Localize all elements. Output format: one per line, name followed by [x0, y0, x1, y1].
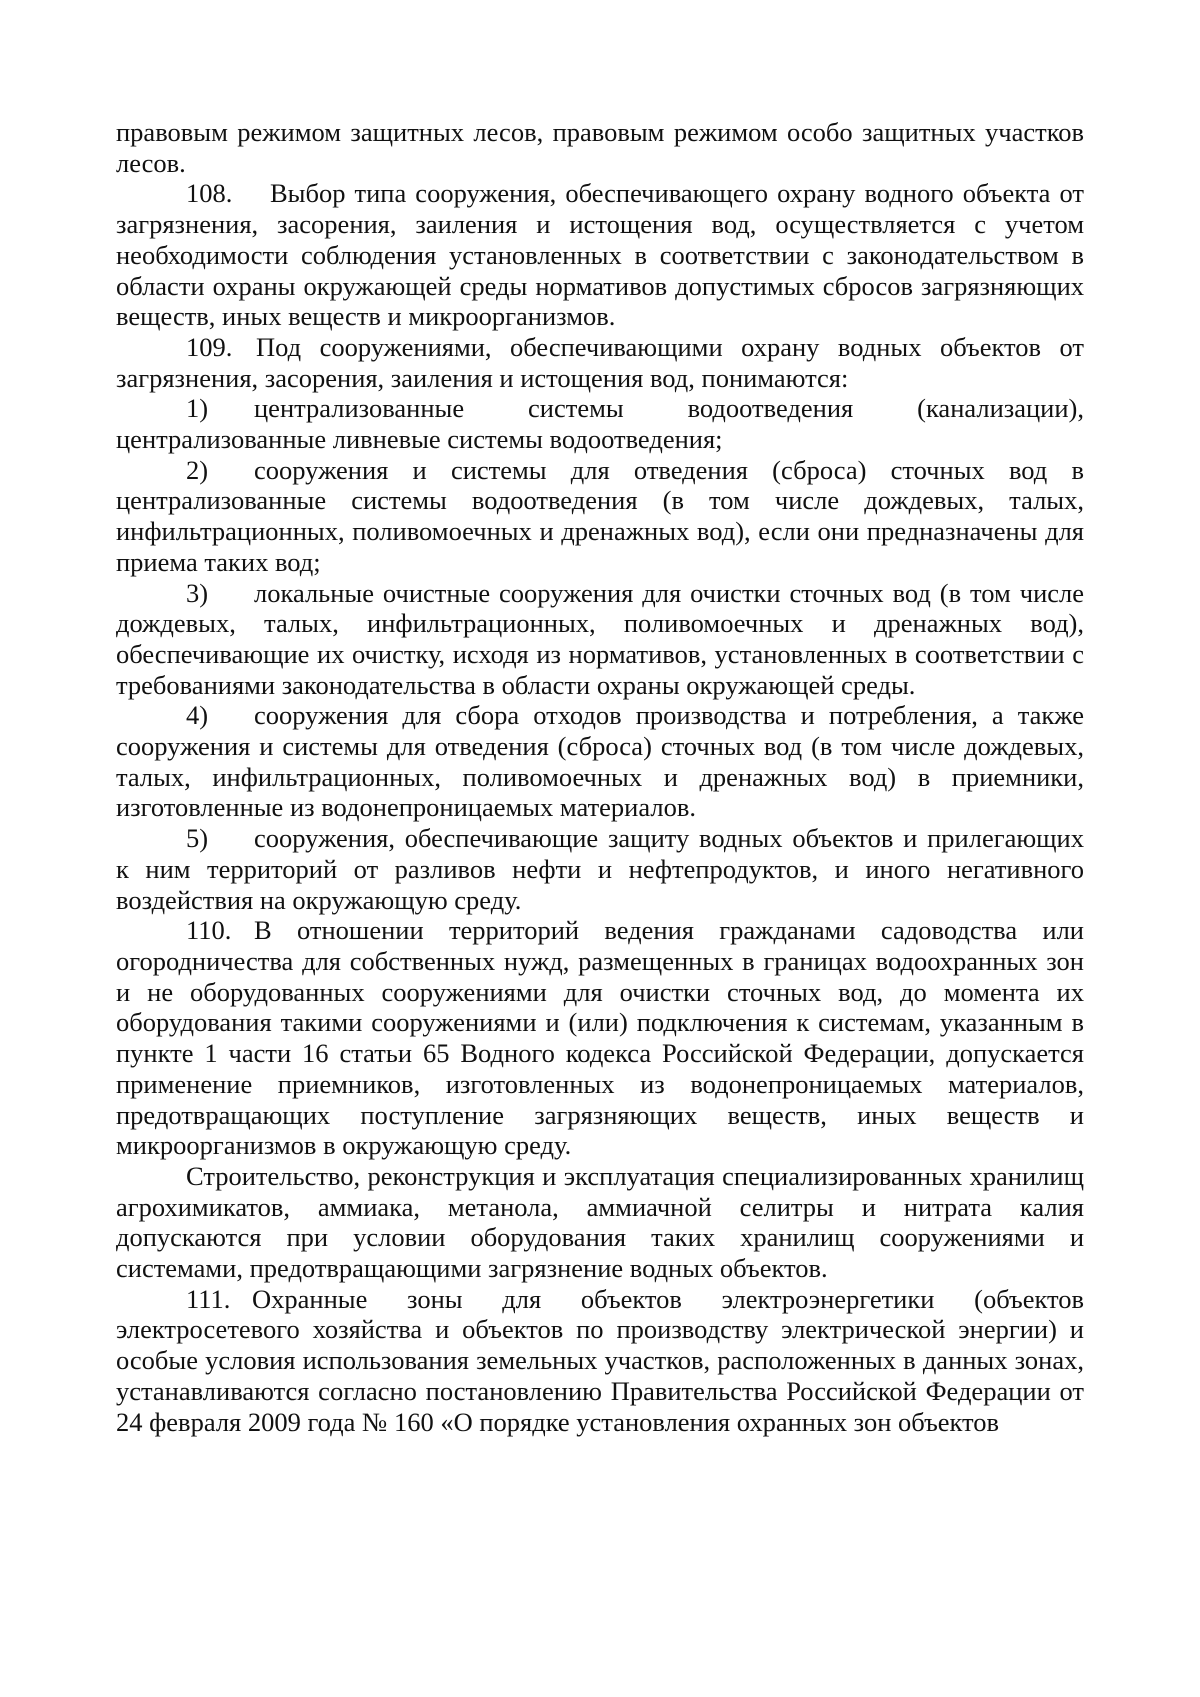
- list-item-number: 3): [186, 577, 209, 608]
- paragraph-text: Под сооружениями, обеспечивающими охрану водных объектов от загрязнения, засорения, заиления и истощения вод, понимаются:: [116, 331, 1084, 393]
- list-item-text: сооружения для сбора отходов производства и потребления, а также сооружения и системы для отведения (сброса) сточных вод (в том числе дождевых, талых, инфильтрационных, поливомоечных и дренажных вод) в приемники, изготовленные из водонепроницаемых материалов.: [116, 700, 1084, 823]
- paragraph-111: [116, 1284, 1084, 1438]
- list-item-5: [116, 823, 1084, 915]
- list-item-1: [116, 393, 1084, 454]
- paragraph-continuation: [116, 117, 1084, 178]
- list-item-text: сооружения, обеспечивающие защиту водных объектов и прилегающих к ним территорий от разливов нефти и нефтепродуктов, и иного негативного воздействия на окружающую среду.: [116, 823, 1084, 915]
- list-item-2: [116, 455, 1084, 578]
- paragraph-text: В отношении территорий ведения гражданами садоводства или огородничества для собственных нужд, размещенных в границах водоохранных зон и не оборудованных сооружениями для очистки сточных вод, до момента их оборудования такими сооружениями и (или) подключения к системам, указанным в пункте 1 части 16 статьи 65 Водного кодекса Российской Федерации, допускается применение приемников, изготовленных из водонепроницаемых материалов, предотвращающих поступление загрязняющих веществ, иных веществ и микроорганизмов в окружающую среду.: [116, 915, 1084, 1161]
- paragraph-number: 108.: [186, 178, 233, 209]
- paragraph-number: 109.: [186, 331, 233, 362]
- paragraph-text: Выбор типа сооружения, обеспечивающего охрану водного объекта от загрязнения, засорения, заиления и истощения вод, осуществляется с учетом необходимости соблюдения установленных в соответствии с законодательством в области охраны окружающей среды нормативов допустимых сбросов загрязняющих веществ, иных веществ и микроорганизмов.: [116, 178, 1084, 332]
- paragraph-text: правовым режимом защитных лесов, правовым режимом особо защитных участков лесов.: [116, 117, 1084, 178]
- list-item-number: 4): [186, 700, 209, 731]
- list-item-number: 5): [186, 823, 209, 854]
- list-item-4: [116, 700, 1084, 823]
- list-item-number: 2): [186, 454, 209, 485]
- paragraph-110: [116, 915, 1084, 1161]
- paragraph-text: Строительство, реконструкция и эксплуатация специализированных хранилищ агрохимикатов, аммиака, метанола, аммиачной селитры и нитрата калия допускаются при условии оборудования таких хранилищ сооружениями и системами, предотвращающими загрязнение водных объектов.: [116, 1160, 1084, 1284]
- paragraph-108: [116, 178, 1084, 332]
- list-item-text: сооружения и системы для отведения (сброса) сточных вод в централизованные системы водоотведения (в том числе дождевых, талых, инфильтрационных, поливомоечных и дренажных вод), если они предназначены для приема таких вод;: [116, 454, 1084, 577]
- list-item-number: 1): [186, 393, 209, 424]
- paragraph-110-continued: [116, 1161, 1084, 1284]
- list-item-text: централизованные системы водоотведения (канализации), централизованные ливневые системы водоотведения;: [116, 393, 1084, 455]
- paragraph-109: [116, 332, 1084, 393]
- list-item-text: локальные очистные сооружения для очистки сточных вод (в том числе дождевых, талых, инфильтрационных, поливомоечных и дренажных вод), обеспечивающие их очистку, исходя из нормативов, установленных в соответствии с требованиями законодательства в области охраны окружающей среды.: [116, 577, 1084, 700]
- paragraph-text: Охранные зоны для объектов электроэнергетики (объектов электросетевого хозяйства и объектов по производству электрической энергии) и особые условия использования земельных участков, расположенных в данных зонах, устанавливаются согласно постановлению Правительства Российской Федерации от 24 февраля 2009 года № 160 «О порядке установления охранных зон объектов: [116, 1283, 1084, 1437]
- paragraph-number: 110.: [186, 915, 232, 946]
- document-page: [116, 117, 1084, 1437]
- paragraph-number: 111.: [186, 1283, 231, 1314]
- list-item-3: [116, 578, 1084, 701]
